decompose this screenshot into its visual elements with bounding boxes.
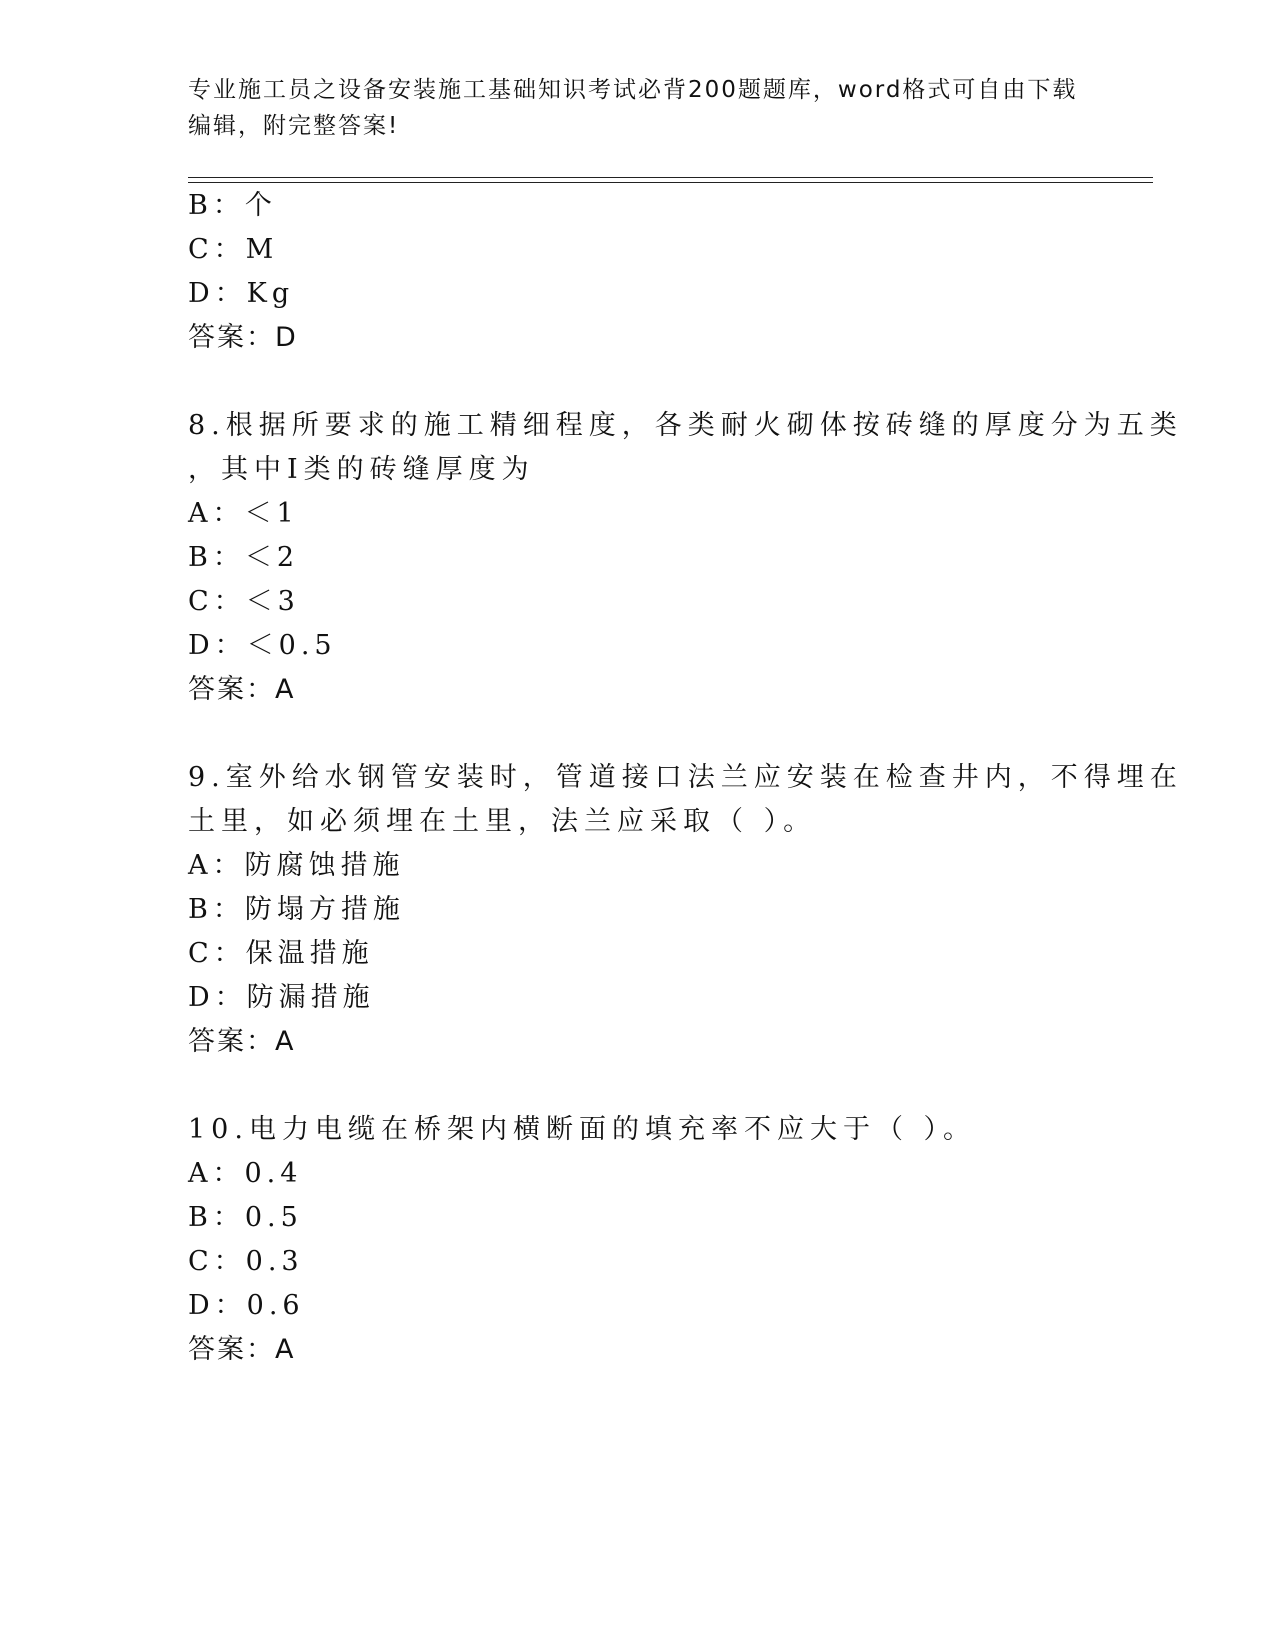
answer-line: 答案：D <box>188 322 298 353</box>
option-c: C：保温措施 <box>188 938 374 969</box>
option-b: B：个 <box>188 190 277 221</box>
option-c: C：M <box>188 234 279 265</box>
option-b: B：防塌方措施 <box>188 894 405 925</box>
question-8-text: 8.根据所要求的施工精细程度，各类耐火砌体按砖缝的厚度分为五类 <box>188 410 1183 441</box>
option-b: B：＜2 <box>188 542 300 573</box>
option-b: B：0.5 <box>188 1202 303 1233</box>
question-9-text-cont: 土里，如必须埋在土里，法兰应采取（ ）。 <box>188 806 817 837</box>
option-d: D：0.6 <box>188 1290 305 1321</box>
option-c: C：＜3 <box>188 586 300 617</box>
answer-line: 答案：A <box>188 1026 296 1057</box>
option-d: D：Kg <box>188 278 295 309</box>
question-9-text: 9.室外给水钢管安装时，管道接口法兰应安装在检查井内，不得埋在 <box>188 762 1183 793</box>
answer-line: 答案：A <box>188 1334 296 1365</box>
option-a: A：0.4 <box>188 1158 303 1189</box>
option-c: C：0.3 <box>188 1246 304 1277</box>
question-8-text-cont: ，其中Ⅰ类的砖缝厚度为 <box>188 454 535 485</box>
document-header: 专业施工员之设备安装施工基础知识考试必背200题题库，word格式可自由下载编辑，附完整答案! <box>188 77 1078 139</box>
header-divider-bottom <box>188 182 1153 183</box>
option-a: A：防腐蚀措施 <box>188 850 405 881</box>
question-10-text: 10.电力电缆在桥架内横断面的填充率不应大于（ ）。 <box>188 1114 977 1145</box>
header-divider-top <box>188 177 1153 178</box>
option-d: D：防漏措施 <box>188 982 375 1013</box>
answer-line: 答案：A <box>188 674 296 705</box>
option-d: D：＜0.5 <box>188 630 337 661</box>
option-a: A：＜1 <box>188 498 299 529</box>
